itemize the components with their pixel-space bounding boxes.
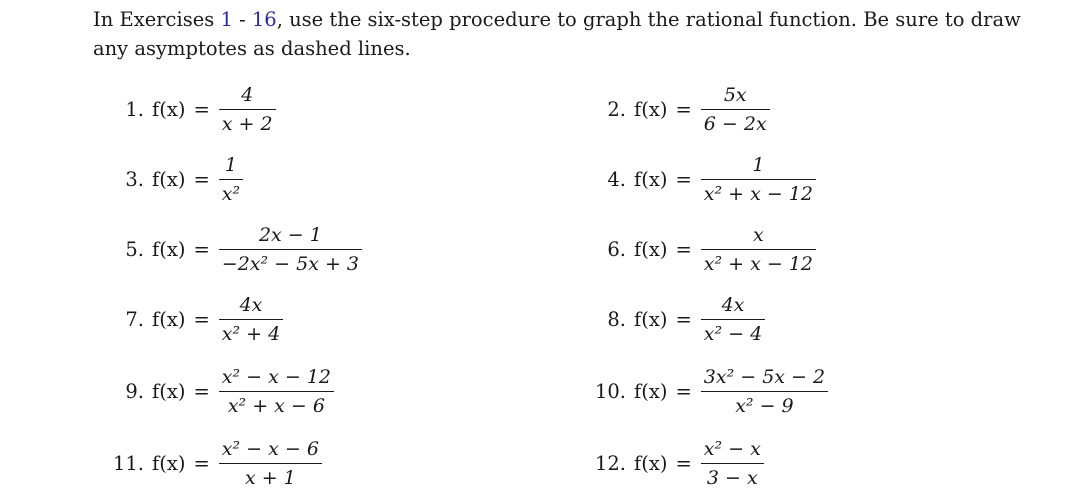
exercise-number: 4. xyxy=(607,168,626,192)
exercise-4 xyxy=(588,154,816,205)
exercise-number: 9. xyxy=(125,380,144,404)
equals-sign: = xyxy=(193,98,210,122)
equals-sign: = xyxy=(675,238,692,262)
equals-sign: = xyxy=(675,168,692,192)
equals-sign: = xyxy=(675,380,692,404)
fraction xyxy=(701,154,816,205)
denominator: 3 − x xyxy=(706,467,758,490)
equals-sign: = xyxy=(193,238,210,262)
fraction xyxy=(219,438,322,489)
function-label: f(x) xyxy=(152,238,186,262)
fraction xyxy=(219,294,283,345)
exercise-number: 7. xyxy=(125,308,144,332)
denominator: x² + x − 6 xyxy=(227,395,325,418)
exercise-6 xyxy=(588,224,816,275)
numerator: 3x² − 5x − 2 xyxy=(703,366,826,388)
exercise-number: 2. xyxy=(607,98,626,122)
exercise-range-start-link[interactable]: 1 xyxy=(220,8,233,31)
equals-sign: = xyxy=(193,168,210,192)
exercise-range-end-link[interactable]: 16 xyxy=(251,8,277,31)
equals-sign: = xyxy=(193,308,210,332)
denominator: x² − 9 xyxy=(735,395,794,418)
exercise-range-separator: - xyxy=(232,8,252,31)
function-label: f(x) xyxy=(634,98,668,122)
equals-sign: = xyxy=(675,452,692,476)
exercise-11 xyxy=(103,438,322,489)
denominator: x + 1 xyxy=(244,467,296,490)
denominator: x² − 4 xyxy=(703,323,763,346)
exercise-number: 6. xyxy=(607,238,626,262)
fraction xyxy=(701,438,764,489)
instructions-paragraph xyxy=(93,5,1048,63)
exercise-number: 10. xyxy=(594,380,626,404)
exercise-number: 11. xyxy=(112,452,144,476)
numerator: x xyxy=(753,224,764,246)
numerator: 4x xyxy=(239,294,263,316)
fraction xyxy=(219,154,243,205)
fraction xyxy=(219,366,334,417)
numerator: 1 xyxy=(752,154,765,176)
denominator: x² + 4 xyxy=(221,323,281,346)
fraction xyxy=(701,84,770,135)
function-label: f(x) xyxy=(634,452,668,476)
numerator: x² − x xyxy=(703,438,761,460)
fraction xyxy=(701,294,765,345)
numerator: x² − x − 12 xyxy=(221,366,332,388)
exercise-8 xyxy=(588,294,765,345)
numerator: 4x xyxy=(721,294,745,316)
denominator: x² xyxy=(221,183,241,206)
exercise-12 xyxy=(584,438,764,489)
function-label: f(x) xyxy=(152,168,186,192)
exercise-3 xyxy=(110,154,243,205)
instructions-text-before: In Exercises xyxy=(93,8,221,31)
exercise-2 xyxy=(588,84,770,135)
equals-sign: = xyxy=(193,380,210,404)
exercise-number: 1. xyxy=(125,98,144,122)
equals-sign: = xyxy=(675,308,692,332)
denominator: x² + x − 12 xyxy=(703,183,814,206)
function-label: f(x) xyxy=(634,168,668,192)
function-label: f(x) xyxy=(634,238,668,262)
numerator: 1 xyxy=(224,154,237,176)
function-label: f(x) xyxy=(152,98,186,122)
exercise-number: 5. xyxy=(125,238,144,262)
function-label: f(x) xyxy=(152,380,186,404)
function-label: f(x) xyxy=(152,308,186,332)
equals-sign: = xyxy=(193,452,210,476)
exercise-number: 3. xyxy=(125,168,144,192)
numerator: 5x xyxy=(723,84,747,106)
exercise-7 xyxy=(110,294,283,345)
exercise-number: 12. xyxy=(594,452,626,476)
denominator: x + 2 xyxy=(221,113,273,136)
equals-sign: = xyxy=(675,98,692,122)
exercise-9 xyxy=(110,366,334,417)
fraction xyxy=(219,84,276,135)
function-label: f(x) xyxy=(152,452,186,476)
denominator: −2x² − 5x + 3 xyxy=(221,253,360,276)
instructions-text-after: , use the six-step procedure to graph the rational function. Be sure to draw any asymptotes as dashed lines. xyxy=(93,8,1021,60)
fraction xyxy=(701,224,816,275)
exercise-10 xyxy=(584,366,828,417)
exercise-number: 8. xyxy=(607,308,626,332)
function-label: f(x) xyxy=(634,380,668,404)
exercise-1 xyxy=(110,84,276,135)
denominator: x² + x − 12 xyxy=(703,253,814,276)
numerator: 4 xyxy=(241,84,254,106)
exercise-5 xyxy=(110,224,362,275)
numerator: x² − x − 6 xyxy=(221,438,319,460)
denominator: 6 − 2x xyxy=(703,113,767,136)
function-label: f(x) xyxy=(634,308,668,332)
fraction xyxy=(701,366,828,417)
numerator: 2x − 1 xyxy=(258,224,322,246)
fraction xyxy=(219,224,362,275)
